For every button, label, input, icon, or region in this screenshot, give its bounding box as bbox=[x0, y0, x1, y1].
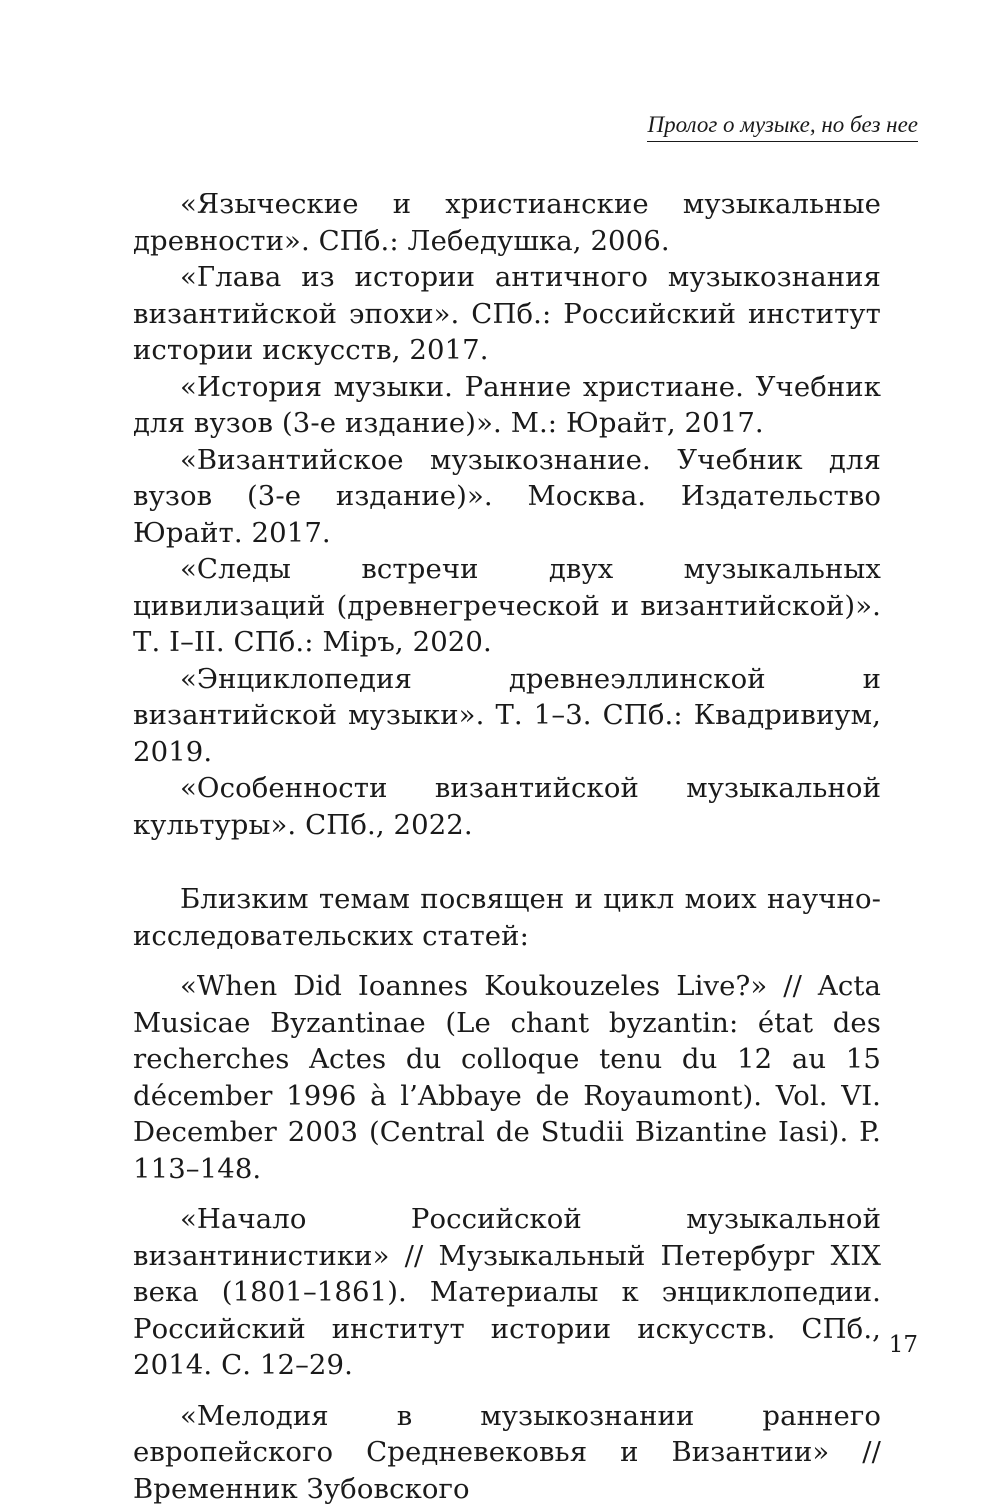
articles-intro: Близким темам посвящен и цикл моих научно-исследовательских статей: bbox=[133, 881, 881, 954]
body-text bbox=[133, 186, 881, 1507]
book-entry-ancient-musicology: «Глава из истории античного музыкознания византийской эпохи». СПб.: Российский институт истории искусств, 2017. bbox=[133, 259, 881, 369]
article-entry-russian-byzantinistics: «Начало Российской музыкальной византинистики» // Музыкальный Петербург XIX века (1801–1861). Материалы к энциклопедии. Российский институт истории искусств. СПб., 2014. С. 12–29. bbox=[133, 1201, 881, 1384]
book-entry-two-civilizations: «Следы встречи двух музыкальных цивилизаций (древнегреческой и византийской)». Т. I–II. СПб.: Міръ, 2020. bbox=[133, 551, 881, 661]
book-entry-byzantine-musicology: «Византийское музыкознание. Учебник для вузов (3-е издание)». Москва. Издательство Юрайт. 2017. bbox=[133, 442, 881, 552]
article-entry-melody: «Мелодия в музыкознании раннего европейского Средневековья и Византии» // Временник Зубовского bbox=[133, 1398, 881, 1507]
book-entry-features-culture: «Особенности византийской музыкальной культуры». СПб., 2022. bbox=[133, 770, 881, 843]
book-entry-pagan-christian: «Языческие и христианские музыкальные древности». СПб.: Лебедушка, 2006. bbox=[133, 186, 881, 259]
page-number: 17 bbox=[889, 1330, 918, 1360]
article-entry-koukouzeles: «When Did Ioannes Koukouzeles Live?» // Acta Musicae Byzantinae (Le chant byzantin: état des recherches Actes du colloque tenu du 12 au 15 décember 1996 à l’Abbaye de Royaumont). Vol. VI. December 2003 (Central de Studii Bizantine Iasi). P. 113–148. bbox=[133, 968, 881, 1187]
running-header: Пролог о музыке, но без нее bbox=[647, 110, 918, 142]
book-entry-encyclopedia: «Энциклопедия древнеэллинской и византийской музыки». Т. 1–3. СПб.: Квадривиум, 2019. bbox=[133, 661, 881, 771]
book-entry-music-history: «История музыки. Ранние христиане. Учебник для вузов (3-е издание)». М.: Юрайт, 2017. bbox=[133, 369, 881, 442]
